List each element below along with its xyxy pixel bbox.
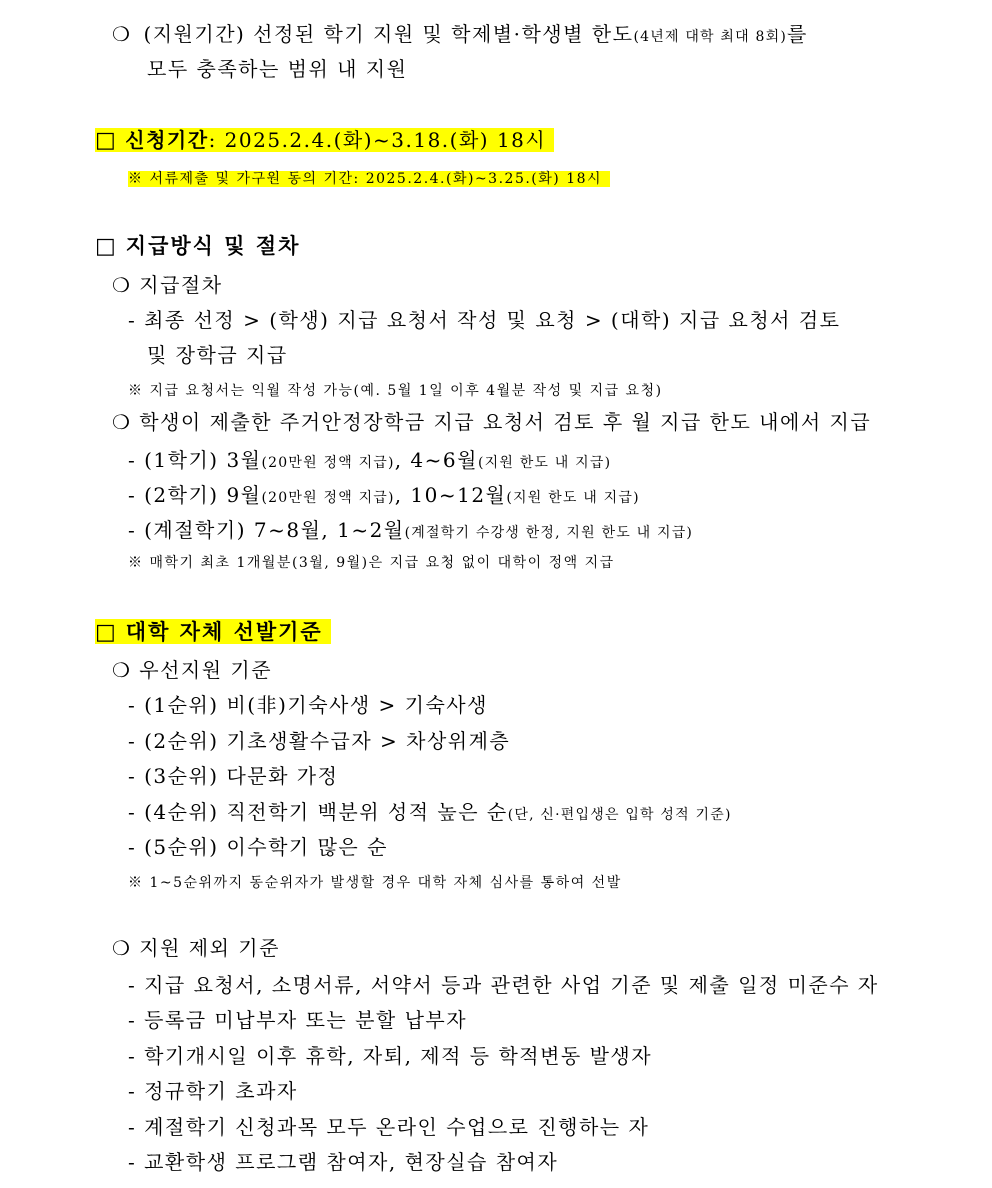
selection-heading: □ 대학 자체 선발기준 <box>95 618 331 647</box>
priority-heading: ❍ 우선지원 기준 <box>112 658 273 682</box>
payment-heading: □ 지급방식 및 절차 <box>95 233 301 259</box>
exclusion-item: - 교환학생 프로그램 참여자, 현장실습 참여자 <box>128 1150 559 1174</box>
procedure-line2: 및 장학금 지급 <box>147 343 288 367</box>
support-period-line2: 모두 충족하는 범위 내 지원 <box>147 57 408 81</box>
checkbox-square-icon: □ <box>95 128 118 153</box>
checkbox-square-icon: □ <box>95 234 118 259</box>
priority-item: - (3순위) 다문화 가정 <box>128 764 339 788</box>
priority-item: - (5순위) 이수학기 많은 순 <box>128 835 388 859</box>
priority-item: - (1순위) 비(非)기숙사생 > 기숙사생 <box>128 693 488 717</box>
support-period-line1: ❍ (지원기간) 선정된 학기 지원 및 학제별·학생별 한도(4년제 대학 최대 8회)를 <box>112 22 808 46</box>
checkbox-square-icon: □ <box>95 620 118 645</box>
application-heading: □ 신청기간: 2025.2.4.(화)~3.18.(화) 18시 <box>95 126 554 155</box>
priority-item: - (2순위) 기초생활수급자 > 차상위계층 <box>128 729 511 753</box>
circle-bullet-icon: ❍ <box>112 22 132 46</box>
payment-item: - (계절학기) 7~8월, 1~2월(계절학기 수강생 한정, 지원 한도 내 지급) <box>128 518 694 542</box>
exclusion-heading: ❍ 지원 제외 기준 <box>112 936 280 960</box>
exclusion-item: - 학기개시일 이후 휴학, 자퇴, 제적 등 학적변동 발생자 <box>128 1044 653 1068</box>
payment-item: - (1학기) 3월(20만원 정액 지급), 4~6월(지원 한도 내 지급) <box>128 448 612 472</box>
exclusion-item: - 계절학기 신청과목 모두 온라인 수업으로 진행하는 자 <box>128 1115 650 1139</box>
payment-item: - (2학기) 9월(20만원 정액 지급), 10~12월(지원 한도 내 지급) <box>128 483 640 507</box>
exclusion-item: - 등록금 미납부자 또는 분할 납부자 <box>128 1008 468 1032</box>
application-note: ※ 서류제출 및 가구원 동의 기간: 2025.2.4.(화)~3.25.(화) 18시 <box>128 167 610 191</box>
priority-item: - (4순위) 직전학기 백분위 성적 높은 순(단, 신·편입생은 입학 성적 기준) <box>128 800 732 824</box>
exclusion-item: - 정규학기 초과자 <box>128 1079 298 1103</box>
payment-note: ※ 매학기 최초 1개월분(3월, 9월)은 지급 요청 없이 대학이 정액 지급 <box>128 555 615 571</box>
procedure-note: ※ 지급 요청서는 익월 작성 가능(예. 5월 1일 이후 4월분 작성 및 지급 요청) <box>128 383 663 399</box>
procedure-line1: - 최종 선정 > (학생) 지급 요청서 작성 및 요청 > (대학) 지급 요청서 검토 <box>128 308 841 332</box>
priority-note: ※ 1~5순위까지 동순위자가 발생할 경우 대학 자체 심사를 통하여 선발 <box>128 875 622 891</box>
review-heading: ❍ 학생이 제출한 주거안정장학금 지급 요청서 검토 후 월 지급 한도 내에서 지급 <box>112 410 872 434</box>
procedure-heading: ❍ 지급절차 <box>112 273 223 297</box>
exclusion-item: - 지급 요청서, 소명서류, 서약서 등과 관련한 사업 기준 및 제출 일정 미준수 자 <box>128 973 879 997</box>
